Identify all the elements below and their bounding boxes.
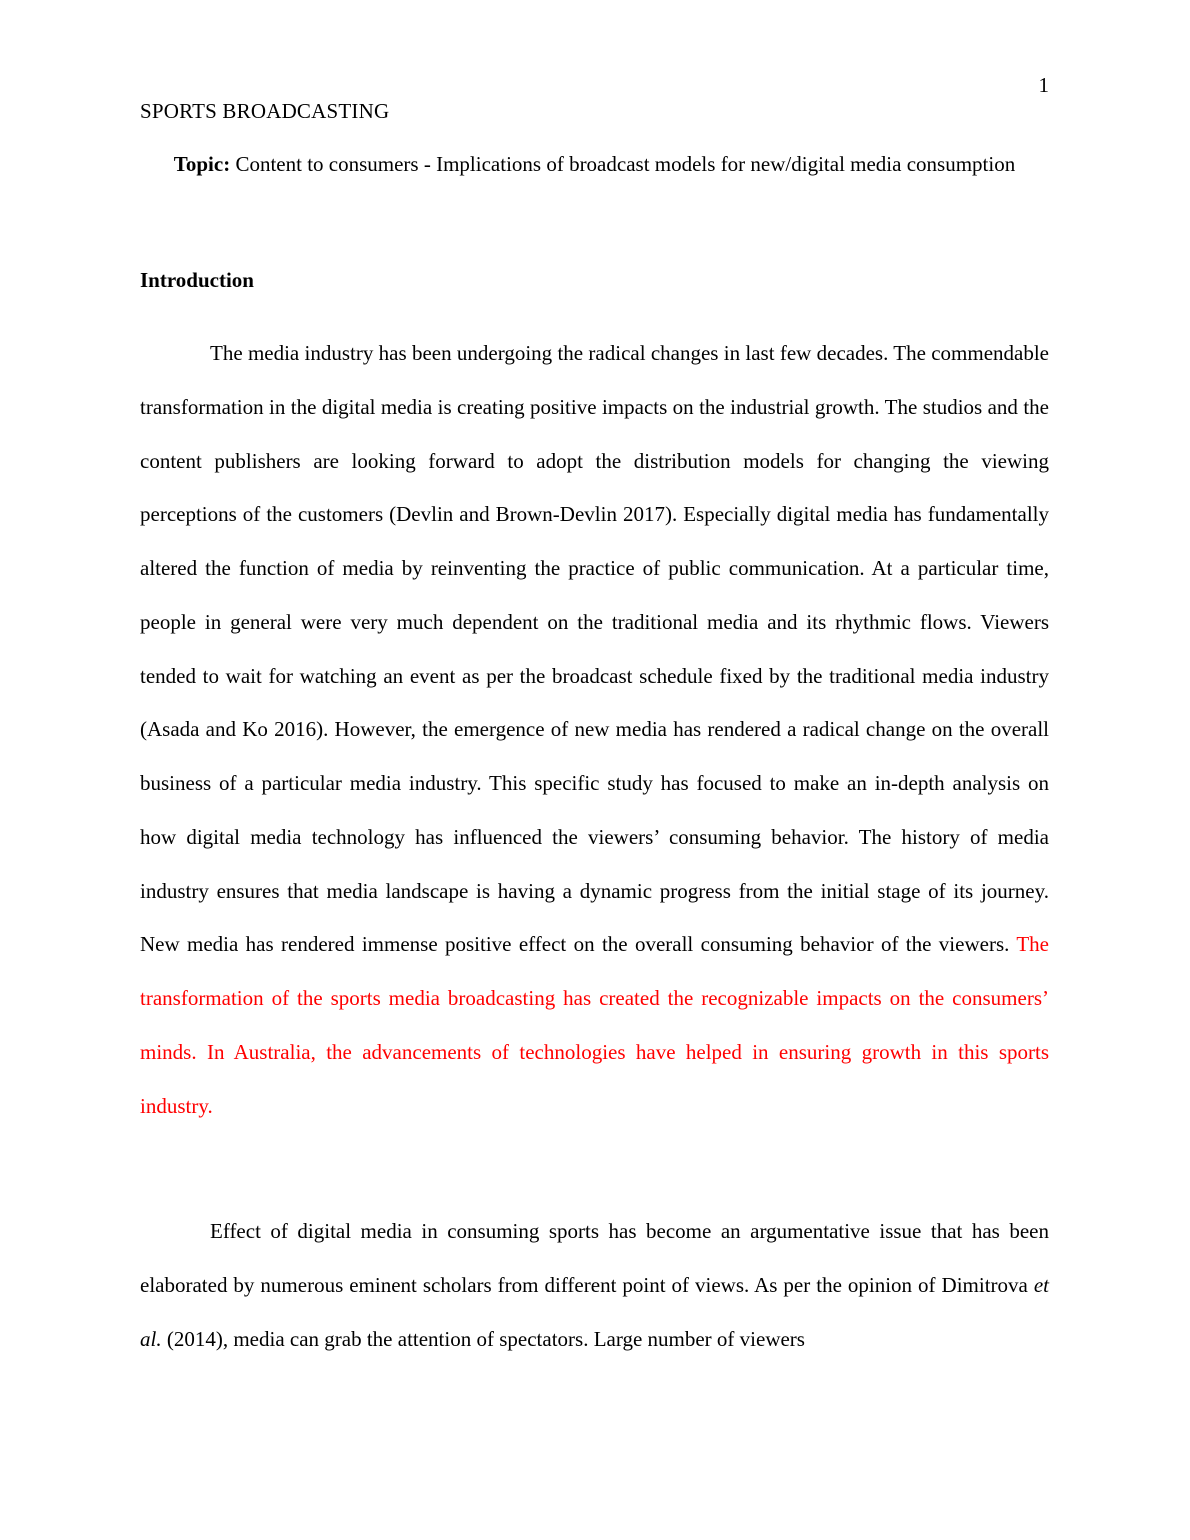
paragraph-1-highlighted-text: The transformation of the sports media broadcasting has created the recognizable impacts on the consumers’ minds. In Australia, the advancements of technologies have helped in ensuring growth in this sports industry. xyxy=(140,932,1050,1118)
topic-label: Topic: xyxy=(173,152,231,176)
body-paragraph-1 xyxy=(140,327,1049,1133)
section-heading-introduction: Introduction xyxy=(140,268,254,292)
paragraph-1-text: The media industry has been undergoing the radical changes in last few decades. The commendable transformation in the digital media is creating positive impacts on the industrial growth. The studios and the content publishers are looking forward to adopt the distribution models for changing the viewing perceptions of the customers (Devlin and Brown-Devlin 2017). Especially digital media has fundamentally altered the function of media by reinventing the practice of public communication. At a particular time, people in general were very much dependent on the traditional media and its rhythmic flows. Viewers tended to wait for watching an event as per the broadcast schedule fixed by the traditional media industry (Asada and Ko 2016). However, the emergence of new media has rendered a radical change on the overall business of a particular media industry. This specific study has focused to make an in-depth analysis on how digital media technology has influenced the viewers’ consuming behavior. The history of media industry ensures that media landscape is having a dynamic progress from the initial stage of its journey. New media has rendered immense positive effect on the overall consuming behavior of the viewers. xyxy=(140,341,1049,957)
topic-text: Content to consumers - Implications of broadcast models for new/digital media consumption xyxy=(235,152,1016,176)
running-head: SPORTS BROADCASTING xyxy=(140,99,390,123)
topic-title xyxy=(140,137,1049,191)
page-number: 1 xyxy=(1038,73,1049,97)
paragraph-2-text-after: (2014), media can grab the attention of spectators. Large number of viewers xyxy=(166,1326,805,1351)
body-paragraph-2 xyxy=(140,1205,1049,1366)
paragraph-2-text-before: Effect of digital media in consuming sports has become an argumentative issue that has been elaborated by numerous eminent scholars from different point of views. As per the opinion of Dimitrova xyxy=(140,1219,1049,1297)
paragraph-2-italic-text: et al. xyxy=(140,1272,1049,1351)
